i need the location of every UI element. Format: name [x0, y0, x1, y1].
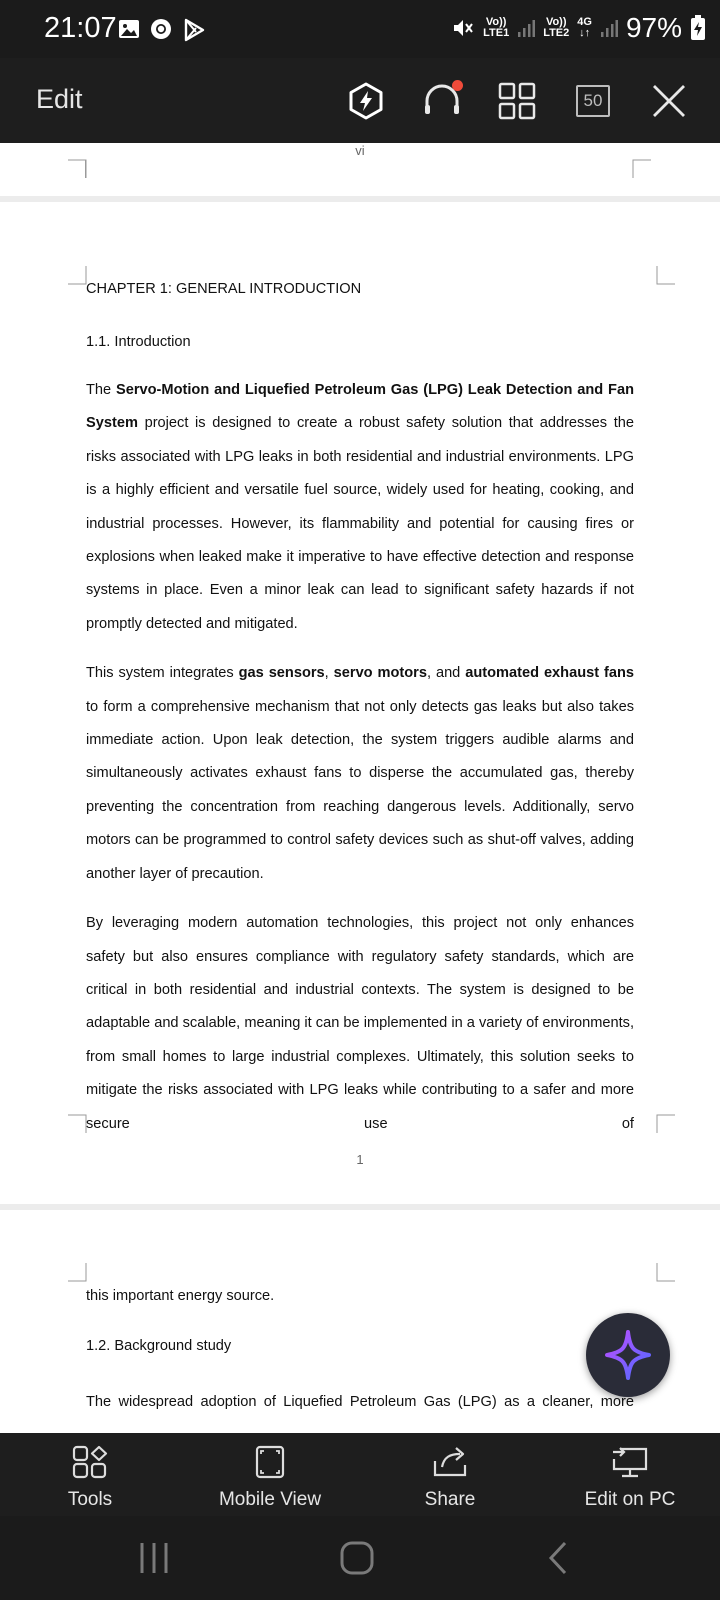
margin-marker [68, 1114, 88, 1134]
page-count-icon[interactable] [570, 78, 616, 124]
paragraph-cut-line: The widespread adoption of Liquefied Petroleum Gas (LPG) as a cleaner, more [86, 1394, 634, 1410]
page-number-prev: vi [355, 143, 365, 158]
tools-button[interactable] [0, 1433, 180, 1516]
quick-action-icon[interactable] [343, 78, 389, 124]
close-icon[interactable] [646, 78, 692, 124]
ai-sparkle-icon [605, 1330, 651, 1380]
status-notification-icons [118, 18, 206, 42]
back-icon[interactable] [546, 1540, 570, 1581]
share-icon [432, 1445, 468, 1479]
headphones-icon[interactable] [419, 78, 465, 124]
grid-view-icon[interactable] [494, 78, 540, 124]
edit-on-pc-label: Edit on PC [584, 1489, 676, 1510]
chrome-icon [150, 18, 172, 40]
top-toolbar [0, 58, 720, 143]
paragraph-3: By leveraging modern automation technologies, this project not only enhances safety but also ensures compliance with regulatory safety standards, which are critical in both residential and industrial contexts. The system is designed to be adaptable and scalable, meaning it can be implemented in a variety of environments, from small homes to large industrial complexes. Ultimately, this solution seeks to mitigate the risks associated with LPG leaks while contributing to a safer and more secure use of [86, 915, 634, 1132]
page-1-body [86, 281, 634, 1157]
home-icon[interactable] [339, 1540, 375, 1581]
status-time: 21:07 [44, 12, 117, 44]
network-type: 4G ↓↑ [577, 16, 592, 39]
section-heading-1-2: 1.2. Background study [86, 1338, 232, 1354]
document-page-prev [0, 143, 720, 196]
margin-marker [656, 1263, 676, 1283]
paragraph-continuation: this important energy source. [86, 1288, 275, 1304]
gallery-icon [118, 18, 140, 40]
tools-label: Tools [67, 1489, 113, 1510]
margin-marker [68, 1263, 88, 1283]
margin-marker [656, 266, 676, 286]
bottom-toolbar [0, 1433, 720, 1516]
ai-assistant-button[interactable] [586, 1313, 670, 1397]
status-bar [0, 0, 720, 58]
paragraph-2: This system integrates gas sensors, servo motors, and automated exhaust fans to form a comprehensive mechanism that not only detects gas leaks but also takes immediate action. Upon leak detection, the system triggers audible alarms and simultaneously activates exhaust fans to disperse the accumulated gas, thereby preventing the concentration from reaching dangerous levels. Additionally, servo motors can be programmed to control safety devices such as shut-off valves, adding another layer of precaution. [86, 665, 635, 882]
share-button[interactable] [360, 1433, 540, 1516]
paragraph-1: The Servo-Motion and Liquefied Petroleum Gas (LPG) Leak Detection and Fan System project is designed to create a robust safety solution that addresses the risks associated with LPG leaks in both residential and industrial environments. LPG is a highly efficient and versatile fuel source, widely used for heating, cooking, and industrial processes. However, its flammability and potential for causing fires or explosions when leaked make it imperative to have effective detection and response systems in place. Even a minor leak can lead to significant safety hazards if not promptly detected and mitigated. [86, 382, 634, 632]
page-number: 1 [356, 1152, 364, 1167]
mobile-view-label: Mobile View [218, 1489, 322, 1510]
tools-icon [72, 1445, 108, 1479]
signal-icon [517, 17, 535, 39]
page-2-body [86, 1288, 634, 1410]
edit-on-pc-button[interactable] [540, 1433, 720, 1516]
edit-button[interactable]: Edit [36, 84, 83, 114]
margin-marker [68, 266, 88, 286]
mobile-view-button[interactable] [180, 1433, 360, 1516]
recent-apps-icon[interactable] [138, 1540, 170, 1581]
mobile-view-icon [255, 1445, 285, 1479]
battery-percentage: 97% [625, 12, 682, 43]
battery-charging-icon [690, 15, 706, 41]
play-store-icon [182, 18, 206, 42]
section-heading-1-1: 1.1. Introduction [86, 334, 191, 350]
signal-icon [600, 17, 618, 39]
margin-marker [68, 159, 88, 179]
document-viewer[interactable] [0, 143, 720, 1433]
sim2-indicator: Vo)) LTE2 [543, 16, 570, 39]
status-system-icons [451, 12, 706, 44]
edit-on-pc-icon [611, 1445, 649, 1479]
system-navigation-bar [0, 1516, 720, 1600]
mute-icon [451, 16, 475, 40]
notification-dot [452, 80, 463, 91]
page-count-badge: 50 [576, 85, 610, 117]
document-page-1 [0, 202, 720, 1204]
margin-marker [656, 1114, 676, 1134]
share-label: Share [424, 1489, 476, 1510]
chapter-title: CHAPTER 1: GENERAL INTRODUCTION [86, 281, 362, 297]
margin-marker [632, 159, 652, 179]
sim1-indicator: Vo)) LTE1 [483, 16, 510, 39]
